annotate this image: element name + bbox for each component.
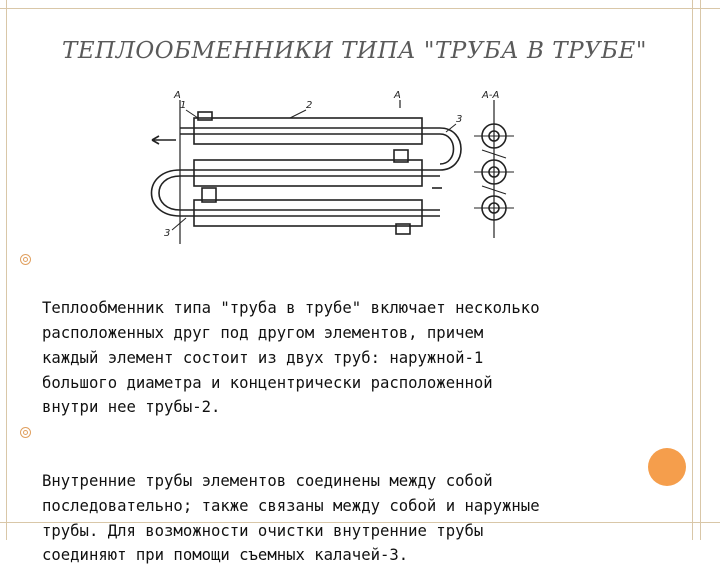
label-section-view: А-А bbox=[482, 90, 500, 101]
label-2: 2 bbox=[306, 100, 313, 111]
outer-pipe-top bbox=[194, 118, 422, 144]
bullet-item bbox=[20, 247, 670, 420]
frame-line-top bbox=[0, 8, 720, 9]
label-3-bottom: 3 bbox=[164, 228, 171, 239]
decorative-orange-circle bbox=[648, 448, 686, 486]
outer-pipe-middle bbox=[194, 160, 422, 186]
bullet-icon bbox=[20, 254, 31, 265]
outer-pipe-bottom bbox=[194, 200, 422, 226]
frame-line-left bbox=[6, 0, 7, 540]
label-3-top: 3 bbox=[456, 114, 463, 125]
label-1: 1 bbox=[180, 100, 187, 111]
bullet-list bbox=[20, 247, 670, 568]
bullet-item bbox=[20, 420, 670, 568]
slide-title: ТЕПЛООБМЕННИКИ ТИПА "ТРУБА В ТРУБЕ" bbox=[62, 38, 647, 64]
bullet-icon bbox=[20, 427, 31, 438]
bullet-text: Теплообменник типа "труба в трубе" включает несколько расположенных друг под другом элементов, причем каждый элемент состоит из двух труб: наружной-1 большого диаметра и концентрически расположенной внутри нее трубы-2. bbox=[42, 299, 540, 417]
nozzle-top-left bbox=[198, 112, 212, 120]
frame-line-right-inner bbox=[692, 0, 693, 540]
return-bend-left-outer bbox=[159, 176, 180, 210]
frame-line-right-outer bbox=[700, 0, 701, 540]
return-bend-right-inner bbox=[440, 134, 454, 164]
label-section-a-left: А bbox=[174, 90, 181, 101]
label-section-a-right: А bbox=[394, 90, 401, 101]
bullet-text: Внутренние трубы элементов соединены между собой последовательно; также связаны между собой и наружные трубы. Для возможности очистки внутренние трубы соединяют при помощи съемных калачей-3. bbox=[42, 472, 540, 565]
heat-exchanger-diagram bbox=[150, 88, 520, 248]
